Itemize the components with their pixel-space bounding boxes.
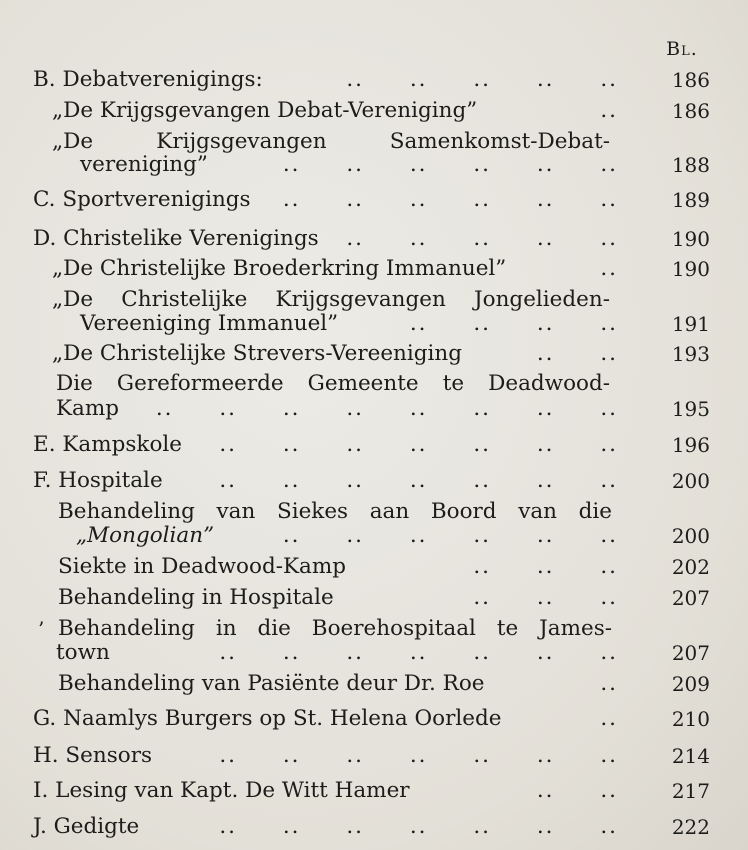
- toc-entry: [0, 670, 748, 700]
- toc-leader-dots: .. .. .. .. .. .. ..: [219, 468, 618, 493]
- toc-page-number: 200: [671, 469, 710, 493]
- toc-leader-dots: .. .. .. .. .. .. ..: [219, 432, 618, 457]
- toc-leader-dots: .. .. ..: [473, 585, 618, 610]
- toc-entry: [0, 522, 748, 552]
- toc-entry: [0, 584, 748, 614]
- toc-leader-dots: .. .. .. .. ..: [346, 226, 618, 251]
- toc-entry: [0, 639, 748, 669]
- toc-entry-title: Kamp: [56, 396, 120, 421]
- toc-page-number: 189: [671, 188, 710, 212]
- toc-page-number: 207: [671, 641, 710, 665]
- toc-entry: [0, 777, 748, 807]
- toc-entry: [0, 186, 748, 216]
- toc-page-number: 188: [671, 153, 710, 177]
- toc-leader-dots: .. .. .. .. .. .. ..: [219, 640, 618, 665]
- toc-page-number: 210: [671, 707, 710, 731]
- toc-entry-title: Siekte in Deadwood-Kamp: [58, 554, 347, 579]
- toc-entry-title: F. Hospitale: [33, 468, 163, 493]
- toc-leader-dots: .. .. .. .. .. ..: [282, 187, 618, 212]
- toc-entry-title: G. Naamlys Burgers op St. Helena Oorlede: [33, 706, 502, 731]
- ink-mark: ’: [38, 617, 45, 641]
- toc-entry: [0, 97, 748, 127]
- page-column-header: Bl.: [666, 38, 698, 60]
- toc-leader-dots: .. .. .. .. .. .. ..: [219, 814, 618, 839]
- toc-entry-title: town: [56, 640, 110, 665]
- toc-entry-title: „De Krijgsgevangen Samenkomst-Debat-: [52, 129, 610, 154]
- toc-entry-title: Behandeling in Hospitale: [58, 585, 334, 610]
- toc-entry-title: Behandeling in die Boerehospitaal te James-: [58, 616, 612, 641]
- toc-entry-title: vereniging”: [80, 152, 208, 177]
- toc-leader-dots: .. .. .. .. .. ..: [282, 152, 618, 177]
- toc-page-number: 193: [671, 342, 710, 366]
- toc-leader-dots: .. .. .. .. .. ..: [282, 523, 618, 548]
- toc-entry-title: Behandeling van Siekes aan Boord van die: [58, 499, 612, 524]
- toc-entry: [0, 395, 748, 425]
- toc-leader-dots: ..: [600, 256, 618, 281]
- toc-entry-title: I. Lesing van Kapt. De Witt Hamer: [33, 778, 410, 803]
- toc-entry: [0, 255, 748, 285]
- toc-entry-title: „De Krijgsgevangen Debat-Vereniging”: [52, 98, 478, 123]
- toc-page-number: 196: [671, 433, 710, 457]
- toc-leader-dots: .. .. .. .. .. .. .. ..: [155, 396, 618, 421]
- toc-leader-dots: .. .. .. ..: [409, 311, 618, 336]
- toc-entry-title: „Mongolian”: [76, 523, 215, 548]
- toc-entry: [0, 340, 748, 370]
- toc-entry: [0, 431, 748, 461]
- toc-page-number: 190: [671, 227, 710, 251]
- toc-page-number: 222: [671, 815, 710, 839]
- toc-leader-dots: ..: [600, 98, 618, 123]
- toc-page-number: 214: [671, 744, 710, 768]
- toc-page-number: 186: [671, 68, 710, 92]
- toc-entry: [0, 66, 748, 96]
- toc-entry-title: E. Kampskole: [33, 432, 182, 457]
- toc-entry-title: B. Debatverenigings:: [33, 67, 263, 92]
- toc-entry-title: J. Gedigte: [33, 814, 140, 839]
- toc-page-number: 209: [671, 672, 710, 696]
- toc-entry: [0, 553, 748, 583]
- toc-entry-title: „De Christelijke Krijgsgevangen Jongelieden-: [52, 287, 610, 312]
- toc-page-number: 207: [671, 586, 710, 610]
- toc-leader-dots: .. .. .. .. ..: [346, 67, 618, 92]
- toc-entry: [0, 151, 748, 181]
- toc-entry-title: Behandeling van Pasiënte deur Dr. Roe: [58, 671, 485, 696]
- toc-entry-title: Die Gereformeerde Gemeente te Deadwood-: [56, 371, 610, 396]
- toc-leader-dots: ..: [600, 706, 618, 731]
- toc-page-number: 190: [671, 257, 710, 281]
- toc-page-number: 217: [671, 779, 710, 803]
- toc-entry: [0, 813, 748, 843]
- toc-entry-title: „De Christelijke Broederkring Immanuel”: [52, 256, 507, 281]
- toc-entry: [0, 467, 748, 497]
- toc-page-number: 200: [671, 524, 710, 548]
- toc-leader-dots: .. .. ..: [473, 554, 618, 579]
- toc-page-number: 186: [671, 99, 710, 123]
- toc-leader-dots: .. .. .. .. .. .. ..: [219, 743, 618, 768]
- toc-page-number: 202: [671, 555, 710, 579]
- toc-entry-title: C. Sportverenigings: [33, 187, 251, 212]
- toc-entry: [0, 742, 748, 772]
- toc-leader-dots: .. ..: [536, 341, 618, 366]
- toc-leader-dots: ..: [600, 671, 618, 696]
- toc-entry: [0, 225, 748, 255]
- toc-entry-title: „De Christelijke Strevers-Vereeniging: [52, 341, 463, 366]
- toc-entry: [0, 705, 748, 735]
- toc-entry-title: Vereeniging Immanuel”: [80, 311, 339, 336]
- toc-page-number: 191: [671, 312, 710, 336]
- toc-entry: [0, 310, 748, 340]
- toc-page-number: 195: [671, 397, 710, 421]
- toc-leader-dots: .. ..: [536, 778, 618, 803]
- toc-entry-title: H. Sensors: [33, 743, 153, 768]
- toc-entry-title: D. Christelike Verenigings: [33, 226, 319, 251]
